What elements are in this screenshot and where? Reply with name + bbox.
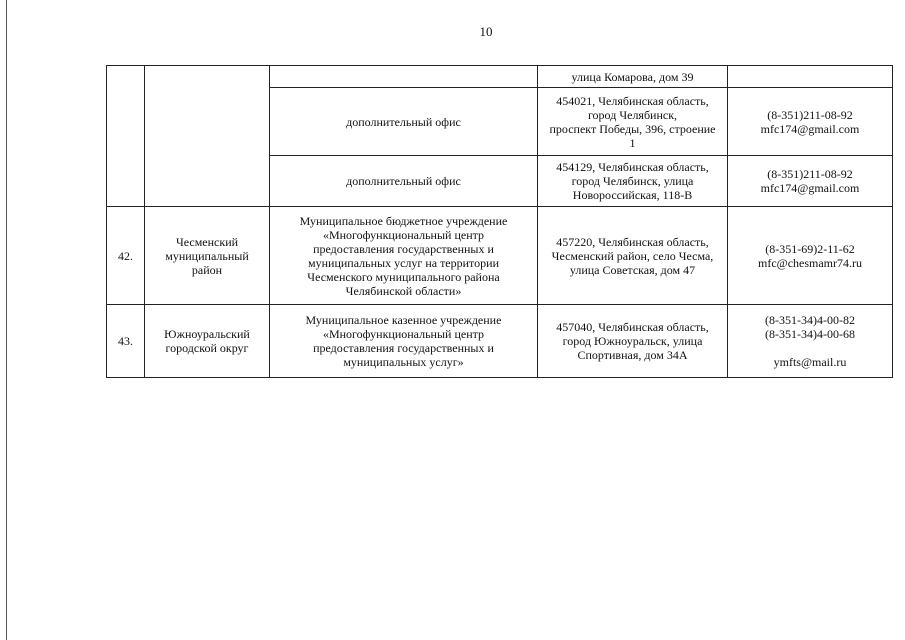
table-row: [107, 207, 893, 305]
office-type-cell: [270, 156, 538, 207]
org-cell: [270, 207, 538, 305]
org-line: предоставления государственных и: [313, 241, 494, 256]
row-number: 43.: [107, 305, 145, 378]
org-line: Чесменского муниципального района: [307, 269, 500, 284]
table-row-continuation: [107, 66, 893, 88]
org-line: Муниципальное бюджетное учреждение: [299, 213, 508, 228]
office-type: дополнительный офис: [346, 114, 461, 129]
org-cell: [270, 305, 538, 378]
email-address: mfc174@gmail.com: [760, 181, 860, 195]
area-line: муниципальный: [165, 248, 249, 263]
address-line: город Челябинск, улица: [571, 174, 694, 188]
page-left-border: [6, 0, 7, 640]
address-line: Спортивная, дом 34А: [577, 348, 688, 362]
address-cell: [538, 207, 728, 305]
phone-number: (8-351)211-08-92: [767, 107, 853, 122]
address-cell: [538, 88, 728, 156]
address-line: 457040, Челябинская область,: [556, 320, 709, 334]
email-address: mfc174@gmail.com: [760, 121, 860, 136]
contact-cell-empty: [728, 66, 893, 88]
contact-cell: [728, 305, 893, 378]
address-line: 1: [629, 135, 636, 150]
org-line: муниципальных услуг»: [343, 355, 464, 369]
table-row: [107, 305, 893, 378]
org-line: «Многофункциональный центр: [322, 227, 485, 242]
phone-number: (8-351)211-08-92: [767, 167, 853, 181]
address-line: город Челябинск,: [587, 107, 678, 122]
area-line: городской округ: [165, 341, 249, 355]
row-number: 42.: [107, 207, 145, 305]
area-cell: [145, 207, 270, 305]
org-line: предоставления государственных и: [313, 341, 494, 355]
phone-number: (8-351-69)2-11-62: [765, 241, 855, 256]
org-line: Челябинской области»: [345, 283, 462, 298]
office-type: дополнительный офис: [346, 174, 461, 188]
org-line: «Многофункциональный центр: [322, 327, 485, 341]
number-cell-empty: [107, 66, 145, 207]
address-cell: [538, 66, 728, 88]
office-type-cell: [270, 88, 538, 156]
area-line: район: [191, 262, 223, 277]
area-line: Южноуральский: [164, 327, 250, 341]
address-line: улица Советская, дом 47: [569, 262, 696, 277]
org-cell-empty: [270, 66, 538, 88]
contact-cell: [728, 88, 893, 156]
contact-cell: [728, 207, 893, 305]
address-line: город Южноуральск, улица: [562, 334, 703, 348]
address-line: 457220, Челябинская область,: [556, 234, 709, 249]
mfc-directory-table: [106, 65, 893, 378]
address-line: 454021, Челябинская область,: [556, 93, 709, 108]
page-number: 10: [479, 24, 493, 39]
area-line: Чесменский: [175, 234, 239, 249]
address-line: Новороссийская, 118-В: [572, 188, 693, 202]
address-line: Чесменский район, село Чесма,: [551, 248, 714, 263]
address-cell: [538, 305, 728, 378]
address-cell: [538, 156, 728, 207]
email-address: ymfts@mail.ru: [773, 355, 847, 369]
address-line: 454129, Челябинская область,: [556, 160, 709, 174]
org-line: Муниципальное казенное учреждение: [305, 313, 502, 327]
address-line: улица Комарова, дом 39: [571, 69, 694, 84]
phone-number: (8-351-34)4-00-82: [765, 313, 855, 327]
area-cell-empty: [145, 66, 270, 207]
address-line: проспект Победы, 396, строение: [549, 121, 716, 136]
spacer: [730, 341, 890, 355]
contact-cell: [728, 156, 893, 207]
email-address: mfc@chesmamr74.ru: [757, 255, 862, 270]
phone-number: (8-351-34)4-00-68: [765, 327, 855, 341]
area-cell: [145, 305, 270, 378]
org-line: муниципальных услуг на территории: [308, 255, 499, 270]
